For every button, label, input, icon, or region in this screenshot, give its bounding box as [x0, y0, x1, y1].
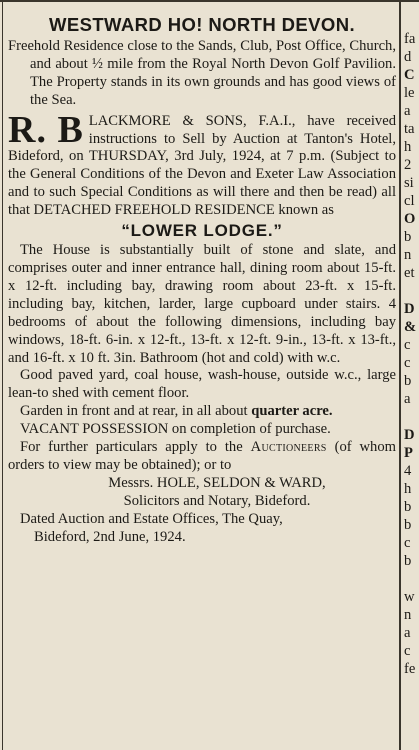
solicitors-line-1: Messrs. HOLE, SELDON & WARD, — [108, 474, 326, 491]
adjacent-fragment: cl — [404, 193, 415, 209]
advertisement-column — [8, 4, 396, 750]
top-border — [0, 0, 419, 2]
auction-text: LACKMORE & SONS, F.A.I., have received instructions to Sell by Auction at Tanton's Hotel, Bideford, on THURSDAY, 3rd July, 1924, at 7 p.m. (Subject to the General Conditions of the Devon and Exeter Law Association and to such Special Conditions as will there and then be read) all that DETACHED FREEHOLD RESIDENCE known as — [8, 112, 396, 219]
adjacent-fragment: n — [404, 607, 412, 623]
adjacent-column-fragments — [404, 30, 419, 678]
footer-line-2: Bideford, 2nd June, 1924. — [34, 528, 186, 545]
adjacent-fragment: n — [404, 247, 412, 263]
adjacent-fragment — [404, 282, 419, 300]
intro-paragraph: Freehold Residence close to the Sands, Club, Post Office, Church, and about ½ mile from the Royal North Devon Golf Pavilion. The Property stands in its own grounds and has good views of the Sea. — [8, 38, 396, 108]
adjacent-fragment: b — [404, 553, 412, 569]
adjacent-fragment: et — [404, 265, 415, 281]
adjacent-fragment: fe — [404, 661, 416, 677]
adjacent-fragment — [404, 570, 419, 588]
garden-paragraph — [8, 403, 396, 421]
adjacent-fragment: w — [404, 589, 415, 605]
particulars-paragraph — [8, 439, 396, 475]
description-paragraph: The House is substantially built of stone and slate, and comprises outer and inner entrance hall, dining room about 15-ft. x 12-ft. including bay, drawing room about 23-ft. x 15-ft. including bay, kitchen, larder, large cupboard under stairs. 4 bedrooms of about the following dimensions, including bay windows, 18-ft. 6-in. x 12-ft., 13-ft. x 12-ft. 9-in., 13-ft. x 13-ft., and 16-ft. x 10 ft. 3in. Bathroom (hot and cold) with w.c. — [8, 242, 396, 366]
adjacent-fragment: ta — [404, 121, 415, 137]
adjacent-fragment: c — [404, 535, 411, 551]
particulars-auctioneers: Auctioneers — [250, 439, 327, 456]
property-name: “LOWER LODGE.” — [121, 221, 283, 241]
adjacent-fragment: a — [404, 391, 411, 407]
adjacent-fragment: fa — [404, 31, 416, 47]
particulars-pre: For further particulars apply to the — [20, 439, 243, 456]
garden-area: quarter acre. — [251, 403, 333, 420]
adjacent-fragment: 4 — [404, 463, 412, 479]
adjacent-fragment — [404, 408, 419, 426]
headline: WESTWARD HO! NORTH DEVON. — [49, 14, 355, 35]
adjacent-fragment: si — [404, 175, 414, 191]
possession-paragraph: VACANT POSSESSION on completion of purchase. — [20, 421, 331, 438]
dropcap-initials: R. B — [8, 108, 84, 151]
adjacent-fragment: a — [404, 103, 411, 119]
left-border — [2, 0, 3, 750]
particulars-post: (of whom orders to view may be obtained); or to — [8, 439, 396, 473]
adjacent-fragment: D — [404, 301, 415, 317]
adjacent-fragment: d — [404, 49, 412, 65]
adjacent-fragment: P — [404, 445, 413, 461]
adjacent-fragment: & — [404, 319, 417, 335]
adjacent-fragment: 2 — [404, 157, 412, 173]
adjacent-fragment: h — [404, 481, 412, 497]
adjacent-fragment: O — [404, 211, 416, 227]
adjacent-fragment: b — [404, 373, 412, 389]
adjacent-fragment: h — [404, 139, 412, 155]
adjacent-fragment: b — [404, 517, 412, 533]
adjacent-fragment: le — [404, 85, 415, 101]
adjacent-fragment: c — [404, 337, 411, 353]
adjacent-fragment: c — [404, 355, 411, 371]
footer-line-1: Dated Auction and Estate Offices, The Quay, — [20, 510, 283, 527]
yard-paragraph: Good paved yard, coal house, wash-house, outside w.c., large lean-to shed with cement floor. — [8, 367, 396, 402]
adjacent-fragment: c — [404, 643, 411, 659]
auction-paragraph — [8, 108, 396, 220]
column-divider — [399, 0, 401, 750]
adjacent-fragment: C — [404, 67, 415, 83]
adjacent-fragment: b — [404, 499, 412, 515]
garden-text: Garden in front and at rear, in all about — [20, 403, 248, 420]
adjacent-fragment: D — [404, 427, 415, 443]
solicitors-line-2: Solicitors and Notary, Bideford. — [123, 492, 311, 509]
adjacent-fragment: a — [404, 625, 411, 641]
adjacent-fragment: b — [404, 229, 412, 245]
